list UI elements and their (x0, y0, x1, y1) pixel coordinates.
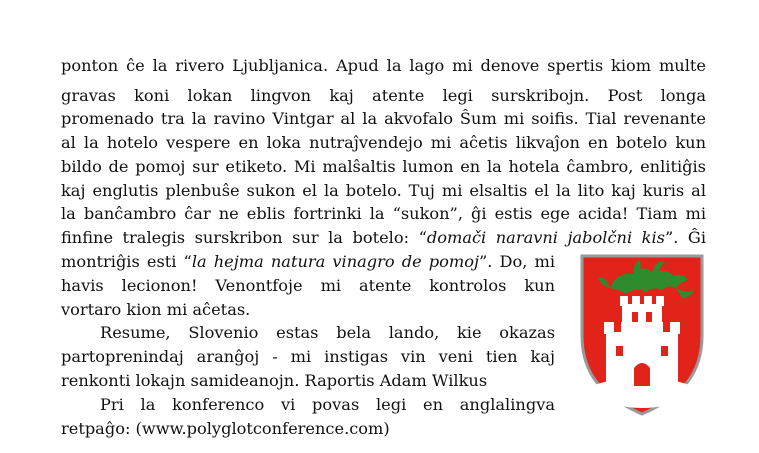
text-line: retpaĝo: (www.polyglotconference.com) (61, 419, 390, 438)
text-line: havis lecionon! Venontfoje mi atente kontrolos kun (61, 276, 555, 295)
text-line: kaj englutis plenbuŝe sukon el la botelo. Tuj mi elsaltis el la lito kaj kuris al (61, 181, 706, 200)
line-prefix: montriĝis esti “ (61, 252, 192, 271)
castle-gate (634, 363, 650, 386)
line-suffix: ”. Do, mi (478, 252, 555, 271)
line-suffix: ”. Ĝi (664, 228, 706, 247)
text-line: gravas koni lokan lingvon kaj atente legi surskribojn. Post longa (61, 86, 706, 105)
text-line: promenado tra la ravino Vintgar al la akvofalo Ŝum mi soifis. Tial revenante (61, 109, 706, 128)
text-line: ponton ĉe la rivero Ljubljanica. Apud la lago mi denove spertis kiom multe (61, 56, 706, 75)
text-line (61, 228, 706, 248)
text-line: vortaro kion mi aĉetas. (61, 300, 251, 319)
text-line: Resume, Slovenio estas bela lando, kie okazas (100, 323, 555, 342)
text-line: bildo de pomoj sur etiketo. Mi malŝaltis lumon en la hotela ĉambro, enlitiĝis (61, 157, 706, 176)
text-line: al la hotelo vespere en loka nutraĵvendejo mi aĉetis likvaĵon en botelo kun (61, 133, 706, 152)
text-line: la banĉambro ĉar ne eblis fortrinki la “sukon”, ĝi estis ege acida! Tiam mi (61, 204, 706, 223)
text-line (61, 252, 555, 272)
text-line: partoprenindaj aranĝoj - mi instigas vin veni tien kaj (61, 347, 555, 366)
slovene-label-quote: domači naravni jabolčni kis (426, 228, 665, 247)
text-line: renkonti lokajn samideanojn. Raportis Adam Wilkus (61, 371, 488, 390)
line-prefix: finfine tralegis surskribon sur la botelo: “ (61, 228, 427, 247)
ljubljana-coat-of-arms-icon (576, 250, 708, 418)
text-line: Pri la konferenco vi povas legi en anglalingva (100, 395, 555, 414)
esperanto-translation-quote: la hejma natura vinagro de pomoj (191, 252, 479, 271)
